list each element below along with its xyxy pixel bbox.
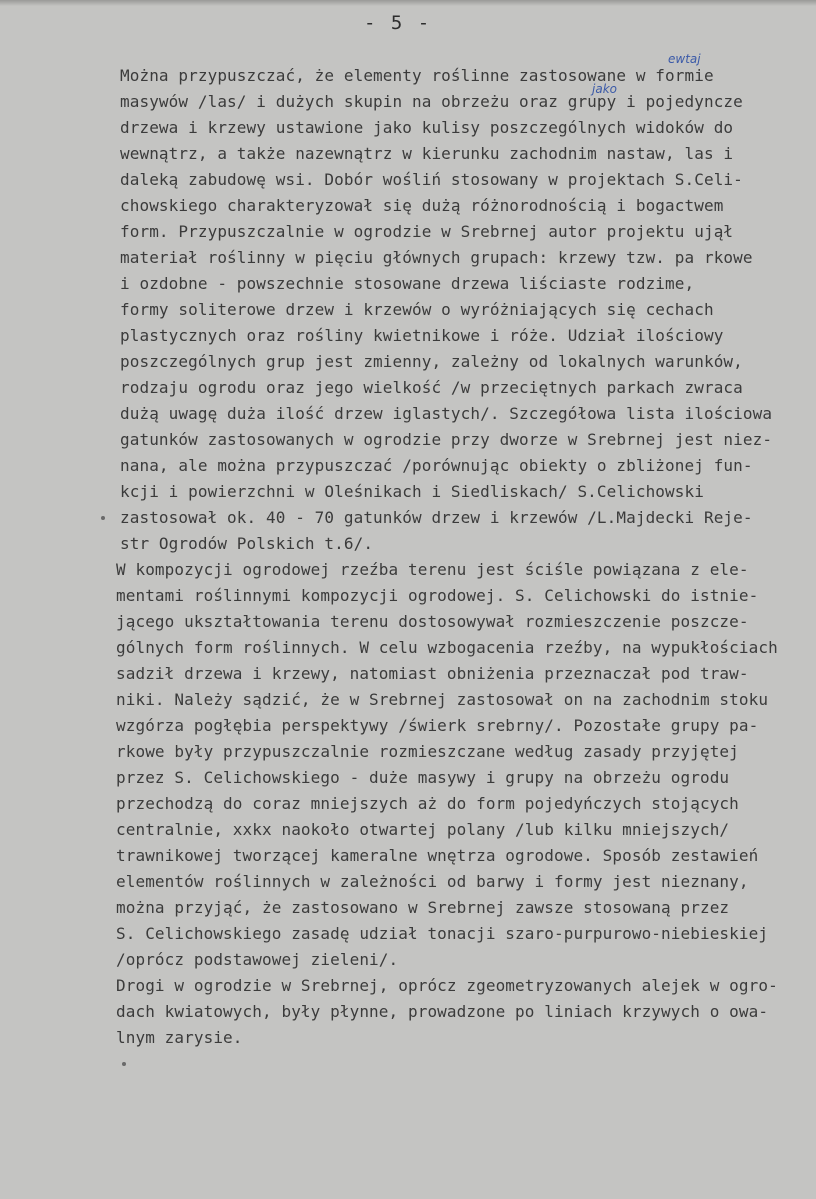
text-line: przez S. Celichowskiego - duże masywy i grupy na obrzeżu ogrodu	[116, 768, 730, 787]
text-line: i ozdobne - powszechnie stosowane drzewa liściaste rodzime,	[120, 274, 695, 293]
text-line: kcji i powierzchni w Oleśnikach i Siedliskach/ S.Celichowski	[120, 482, 704, 501]
text-line: S. Celichowskiego zasadę udział tonacji szaro-purpurowo-niebieskiej	[116, 924, 769, 943]
text-line: mentami roślinnymi kompozycji ogrodowej. S. Celichowski do istnie-	[116, 586, 759, 605]
text-line: elementów roślinnych w zależności od barwy i formy jest nieznany,	[116, 872, 749, 891]
text-line: Drogi w ogrodzie w Srebrnej, oprócz zgeometryzowanych alejek w ogro-	[116, 976, 778, 995]
margin-mark	[122, 1062, 126, 1066]
text-line: masywów /las/ i dużych skupin na obrzeżu oraz grupy i pojedyncze	[120, 92, 743, 111]
text-line: wzgórza pogłębia perspektywy /świerk srebrny/. Pozostałe grupy pa-	[116, 716, 759, 735]
text-line: formy soliterowe drzew i krzewów o wyróżniających się cechach	[120, 300, 714, 319]
text-line: rkowe były przypuszczalnie rozmieszczane według zasady przyjętej	[116, 742, 739, 761]
handwritten-note-1: ewtaj	[668, 52, 701, 66]
text-line: str Ogrodów Polskich t.6/.	[120, 534, 374, 553]
text-line: daleką zabudowę wsi. Dobór wośliń stosowany w projektach S.Celi-	[120, 170, 743, 189]
text-line: jącego ukształtowania terenu dostosowywał rozmieszczenie poszcze-	[116, 612, 749, 631]
page-number: - 5 -	[364, 12, 432, 34]
margin-mark	[101, 516, 105, 520]
text-line: /oprócz podstawowej zieleni/.	[116, 950, 399, 969]
text-line: centralnie, xxkx naokoło otwartej polany /lub kilku mniejszych/	[116, 820, 730, 839]
text-line: form. Przypuszczalnie w ogrodzie w Srebrnej autor projektu ujął	[120, 222, 734, 241]
text-line: materiał roślinny w pięciu głównych grupach: krzewy tzw. pa rkowe	[120, 248, 753, 267]
text-line: sadził drzewa i krzewy, natomiast obniżenia przeznaczał pod traw-	[116, 664, 749, 683]
text-line: przechodzą do coraz mniejszych aż do form pojedyńczych stojących	[116, 794, 739, 813]
text-line: trawnikowej tworzącej kameralne wnętrza ogrodowe. Sposób zestawień	[116, 846, 759, 865]
text-line: lnym zarysie.	[116, 1028, 243, 1047]
text-line: gólnych form roślinnych. W celu wzbogacenia rzeźby, na wypukłościach	[116, 638, 778, 657]
text-line: Można przypuszczać, że elementy roślinne zastosowane w formie	[120, 66, 714, 85]
handwritten-note-2: jako	[592, 82, 617, 96]
text-line: dużą uwagę duża ilość drzew iglastych/. Szczegółowa lista ilościowa	[120, 404, 773, 423]
text-line: nana, ale można przypuszczać /porównując obiekty o zbliżonej fun-	[120, 456, 753, 475]
text-line: zastosował ok. 40 - 70 gatunków drzew i krzewów /L.Majdecki Reje-	[120, 508, 753, 527]
text-line: gatunków zastosowanych w ogrodzie przy dworze w Srebrnej jest niez-	[120, 430, 773, 449]
text-line: drzewa i krzewy ustawione jako kulisy poszczególnych widoków do	[120, 118, 734, 137]
text-line: wewnątrz, a także nazewnątrz w kierunku zachodnim nastaw, las i	[120, 144, 734, 163]
text-line: rodzaju ogrodu oraz jego wielkość /w przeciętnych parkach zwraca	[120, 378, 743, 397]
text-line: można przyjąć, że zastosowano w Srebrnej zawsze stosowaną przez	[116, 898, 730, 917]
text-line: chowskiego charakteryzował się dużą różnorodnością i bogactwem	[120, 196, 724, 215]
text-line: dach kwiatowych, były płynne, prowadzone po liniach krzywych o owa-	[116, 1002, 769, 1021]
text-line: poszczególnych grup jest zmienny, zależny od lokalnych warunków,	[120, 352, 743, 371]
text-line: niki. Należy sądzić, że w Srebrnej zastosował on na zachodnim stoku	[116, 690, 769, 709]
text-line: plastycznych oraz rośliny kwietnikowe i róże. Udział ilościowy	[120, 326, 724, 345]
text-line: W kompozycji ogrodowej rzeźba terenu jest ściśle powiązana z ele-	[116, 560, 749, 579]
